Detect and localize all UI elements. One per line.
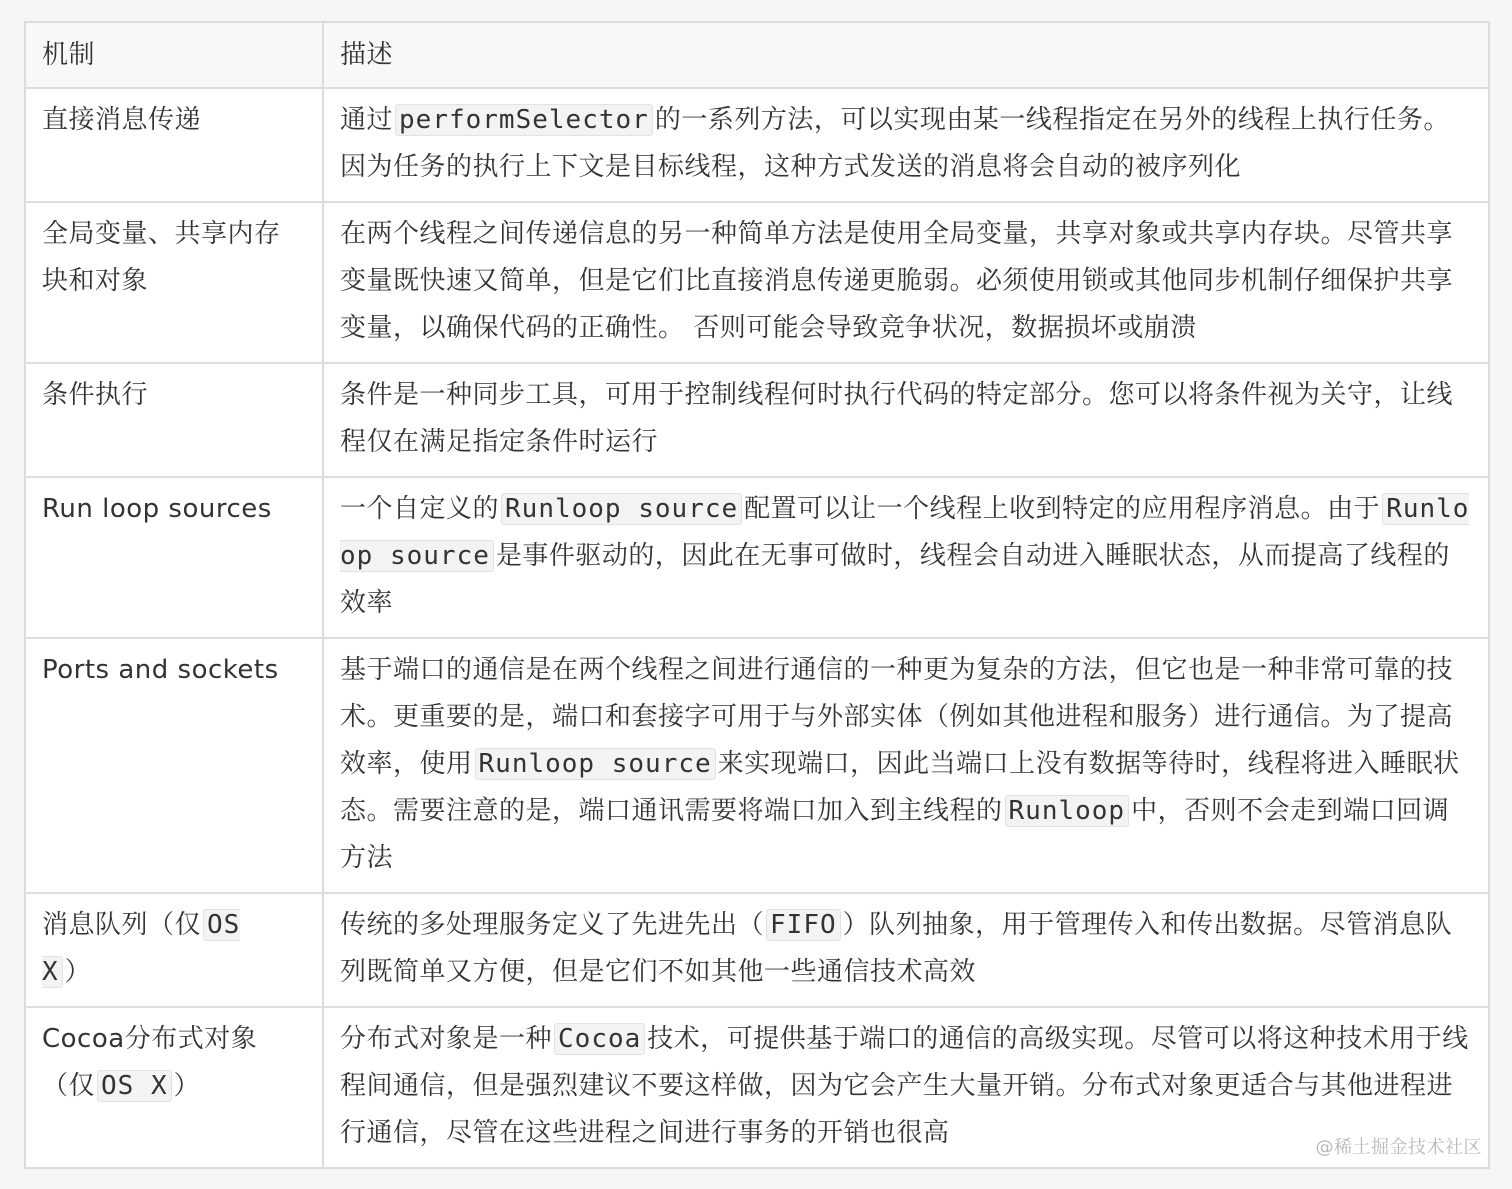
mechanism-cell: [25, 88, 323, 202]
cell-text: Run loop sources: [42, 494, 272, 524]
inline-code: Runloop: [1005, 795, 1130, 827]
cell-text: 在两个线程之间传递信息的另一种简单方法是使用全局变量，共享对象或共享内存块。尽管共享变量既快速又简单，但是它们比直接消息传递更脆弱。必须使用锁或其他同步机制仔细保护共享变量，以确保代码的正确性。 否则可能会导致竞争状况，数据损坏或崩溃: [340, 219, 1454, 343]
cell-text: 全局变量、共享内存块和对象: [42, 219, 281, 296]
cell-text: 条件是一种同步工具，可用于控制线程何时执行代码的特定部分。您可以将条件视为关守，让线程仅在满足指定条件时运行: [340, 380, 1454, 457]
description-cell: [323, 477, 1489, 638]
inline-code: Runloop source: [475, 748, 716, 780]
cell-text: 技术，可提供基于端口的通信的高级实现。尽管可以将这种技术用于线程间通信，但是强烈建议不要这样做，因为它会产生大量开销。分布式对象更适合与其他进程进行通信，尽管在这些进程之间进行事务的开销也很高: [340, 1024, 1469, 1148]
mechanism-cell: [25, 638, 323, 893]
mechanism-table: [24, 21, 1490, 1169]
cell-text: 传统的多处理服务定义了先进先出（: [340, 910, 765, 940]
description-cell: [323, 88, 1489, 202]
cell-text: 消息队列（仅: [42, 910, 202, 940]
cell-text: 基于端口的通信是在两个线程之间进行通信的一种更为复杂的方法，但它也是一种非常可靠的技术。更重要的是，端口和套接字可用于与外部实体（例如其他进程和服务）进行通信。为了提高效率，使用: [340, 655, 1454, 779]
table-row: [25, 638, 1489, 893]
description-cell: [323, 1007, 1489, 1168]
table-row: [25, 893, 1489, 1007]
cell-text: Cocoa分布式对象（仅: [42, 1024, 258, 1101]
table-row: [25, 477, 1489, 638]
header-mechanism: 机制: [25, 22, 323, 88]
description-cell: [323, 638, 1489, 893]
inline-code: Runloop source: [501, 493, 742, 525]
table-row: [25, 1007, 1489, 1168]
header-description: 描述: [323, 22, 1489, 88]
inline-code: performSelector: [395, 104, 653, 136]
mechanism-cell: [25, 202, 323, 363]
cell-text: 配置可以让一个线程上收到特定的应用程序消息。由于: [744, 494, 1381, 524]
description-cell: [323, 363, 1489, 477]
cell-text: 一个自定义的: [340, 494, 500, 524]
inline-code: Runloop source: [340, 494, 1470, 571]
table-row: [25, 202, 1489, 363]
cell-text: 条件执行: [42, 380, 149, 410]
cell-text: 直接消息传递: [42, 105, 202, 135]
description-cell: [323, 202, 1489, 363]
table-row: [25, 88, 1489, 202]
inline-code: FIFO: [766, 909, 841, 941]
table-row: [25, 363, 1489, 477]
cell-text: ）队列抽象，用于管理传入和传出数据。尽管消息队列既简单又方便，但是它们不如其他一些通信技术高效: [340, 910, 1453, 987]
cell-text: ）: [64, 957, 92, 987]
cell-text: 通过: [340, 105, 394, 135]
description-cell: [323, 893, 1489, 1007]
mechanism-cell: [25, 363, 323, 477]
cell-text: 是事件驱动的，因此在无事可做时，线程会自动进入睡眠状态，从而提高了线程的效率: [340, 541, 1450, 618]
mechanism-cell: [25, 477, 323, 638]
table-body: [25, 88, 1489, 1168]
cell-text: 来实现端口，因此当端口上没有数据等待时，线程将进入睡眠状态。需要注意的是，端口通讯需要将端口加入到主线程的: [340, 749, 1460, 826]
table-header-row: [25, 22, 1489, 88]
watermark: @稀土掘金技术社区: [1315, 1137, 1482, 1158]
inline-code: OS X: [97, 1070, 172, 1102]
mechanism-cell: [25, 1007, 323, 1168]
mechanism-cell: [25, 893, 323, 1007]
cell-text: 的一系列方法，可以实现由某一线程指定在另外的线程上执行任务。因为任务的执行上下文是目标线程，这种方式发送的消息将会自动的被序列化: [340, 105, 1450, 182]
inline-code: Cocoa: [554, 1023, 645, 1055]
inline-code: OS X: [42, 910, 241, 987]
cell-text: 中，否则不会走到端口回调方法: [340, 796, 1450, 873]
cell-text: 分布式对象是一种: [340, 1024, 553, 1054]
cell-text: Ports and sockets: [42, 655, 279, 685]
cell-text: ）: [173, 1071, 201, 1101]
